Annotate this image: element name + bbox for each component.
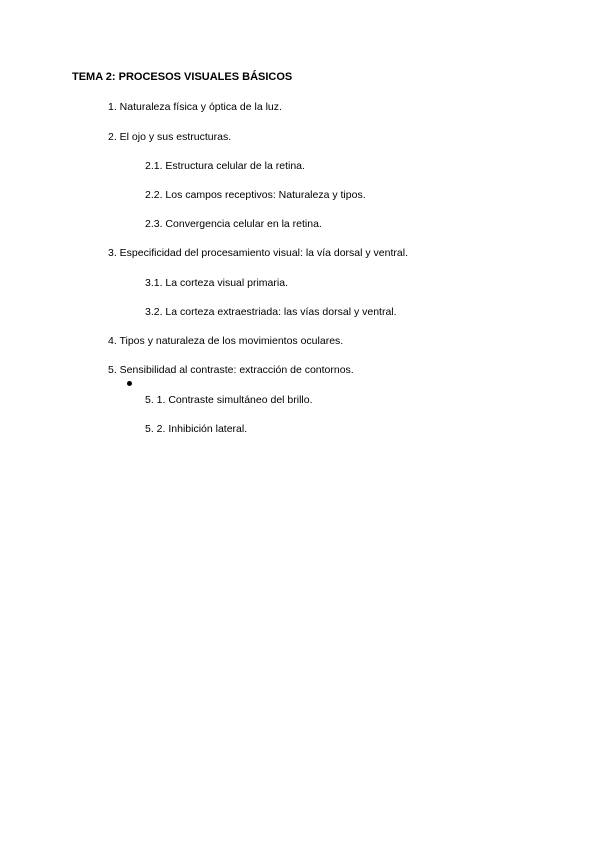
list-item-5: 5. Sensibilidad al contraste: extracción de contornos. [108, 364, 354, 376]
list-item-2-2: 2.2. Los campos receptivos: Naturaleza y tipos. [145, 189, 366, 201]
list-item-3-2: 3.2. La corteza extraestriada: las vías dorsal y ventral. [145, 306, 397, 318]
document-title: TEMA 2: PROCESOS VISUALES BÁSICOS [72, 71, 293, 83]
list-item-3-1: 3.1. La corteza visual primaria. [145, 277, 288, 289]
list-item-2-1: 2.1. Estructura celular de la retina. [145, 160, 305, 172]
list-item-5-2: 5. 2. Inhibición lateral. [145, 423, 248, 435]
bullet-dot [127, 381, 132, 386]
list-item-2: 2. El ojo y sus estructuras. [108, 131, 232, 143]
list-item-2-3: 2.3. Convergencia celular en la retina. [145, 218, 322, 230]
list-item-3: 3. Especificidad del procesamiento visual: la vía dorsal y ventral. [108, 247, 408, 259]
list-item-4: 4. Tipos y naturaleza de los movimientos oculares. [108, 335, 344, 347]
list-item-1: 1. Naturaleza física y óptica de la luz. [108, 101, 282, 113]
list-item-5-1: 5. 1. Contraste simultáneo del brillo. [145, 394, 313, 406]
